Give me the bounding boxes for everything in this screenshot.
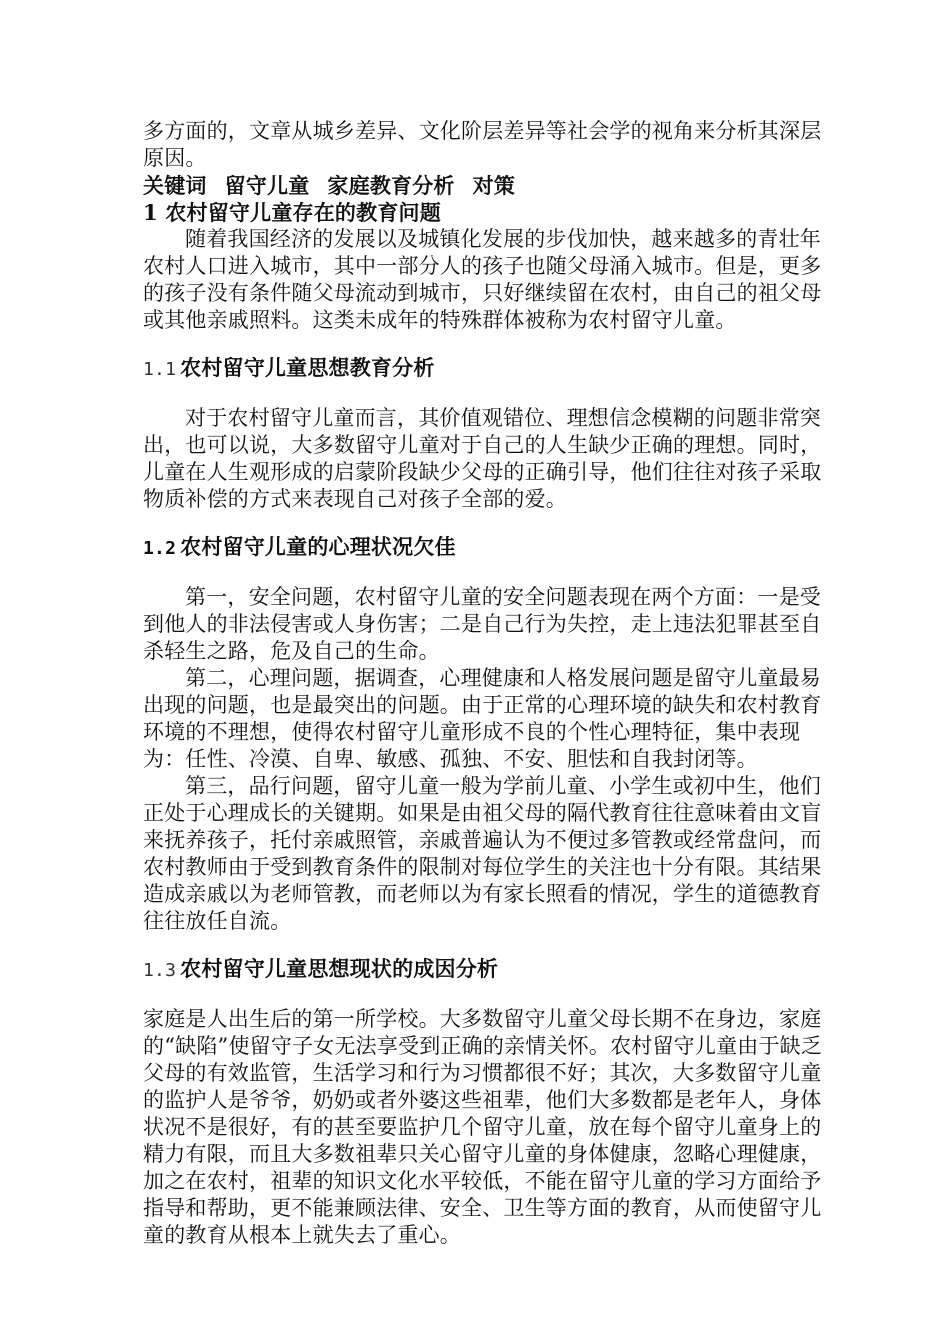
- keywords-line: [143, 172, 823, 199]
- section-1-1-paragraph: 对于农村留守儿童而言，其价值观错位、理想信念模糊的问题非常突出，也可以说，大多数留守儿童对于自己的人生缺少正确的理想。同时，儿童在人生观形成的启蒙阶段缺少父母的正确引导，他们往往对孩子采取物质补偿的方式来表现自己对孩子全部的爱。: [143, 406, 822, 511]
- subsection-number: 1.2: [143, 538, 177, 559]
- intro-paragraph: 多方面的，文章从城乡差异、文化阶层差异等社会学的视角来分析其深层原因。: [143, 119, 822, 170]
- subsection-heading-1-1: [143, 354, 823, 383]
- subsection-title: 农村留守儿童思想教育分析: [180, 355, 435, 380]
- section-1-2-paragraph-conduct: 第三，品行问题，留守儿童一般为学前儿童、小学生或初中生，他们正处于心理成长的关键期。如果是由祖父母的隔代教育往往意味着由文盲来抚养孩子，托付亲戚照管，亲戚普遍认为不便过多管教或经常盘问，而农村教师由于受到教育条件的限制对每位学生的关注也十分有限。其结果造成亲戚以为老师管教，而老师以为有家长照看的情况，学生的道德教育往往放任自流。: [143, 774, 822, 933]
- keywords-label: 关键词: [143, 173, 207, 198]
- subsection-title: 农村留守儿童思想现状的成因分析: [180, 956, 499, 981]
- section-1-3-paragraph: 家庭是人出生后的第一所学校。大多数留守儿童父母长期不在身边，家庭的“缺陷”使留守子女无法享受到正确的亲情关怀。农村留守儿童由于缺乏父母的有效监管，生活学习和行为习惯都很不好；其次，大多数留守儿童的监护人是爷爷，奶奶或者外婆这些祖辈，他们大多数都是老年人，身体状况不是很好，有的甚至要监护几个留守儿童，放在每个留守儿童身上的精力有限，而且大多数祖辈只关心留守儿童的身体健康，忽略心理健康，加之在农村，祖辈的知识文化水平较低，不能在留守儿童的学习方面给予指导和帮助，更不能兼顾法律、安全、卫生等方面的教育，从而使留守儿童的教育从根本上就失去了重心。: [143, 1007, 823, 1247]
- keyword-item: 对策: [472, 173, 516, 198]
- subsection-number: 1.3: [143, 960, 177, 981]
- subsection-number: 1.1: [143, 359, 177, 380]
- section-1-2-paragraph-psychology: 第二，心理问题，据调查，心理健康和人格发展问题是留守儿童最易出现的问题，也是最突出的问题。由于正常的心理环境的缺失和农村教育环境的不理想，使得农村留守儿童形成不良的个性心理特征，集中表现为：任性、冷漠、自卑、敏感、孤独、不安、胆怯和自我封闭等。: [143, 666, 822, 771]
- section-heading-1: 1 农村留守儿童存在的教育问题: [143, 200, 441, 225]
- document-page: [143, 118, 823, 1249]
- subsection-heading-1-2: [143, 533, 823, 562]
- section-1-2-paragraph-safety: 第一，安全问题，农村留守儿童的安全问题表现在两个方面：一是受到他人的非法侵害或人身伤害；二是自己行为失控，走上违法犯罪甚至自杀轻生之路，危及自己的生命。: [143, 585, 822, 663]
- keyword-item: 留守儿童: [224, 173, 310, 198]
- section-1-paragraph: 随着我国经济的发展以及城镇化发展的步伐加快，越来越多的青壮年农村人口进入城市，其中一部分人的孩子也随父母涌入城市。但是，更多的孩子没有条件随父母流动到城市，只好继续留在农村，由自己的祖父母或其他亲戚照料。这类未成年的特殊群体被称为农村留守儿童。: [143, 227, 822, 332]
- keyword-item: 家庭教育分析: [327, 173, 455, 198]
- subsection-title: 农村留守儿童的心理状况欠佳: [180, 534, 456, 559]
- subsection-heading-1-3: [143, 955, 823, 984]
